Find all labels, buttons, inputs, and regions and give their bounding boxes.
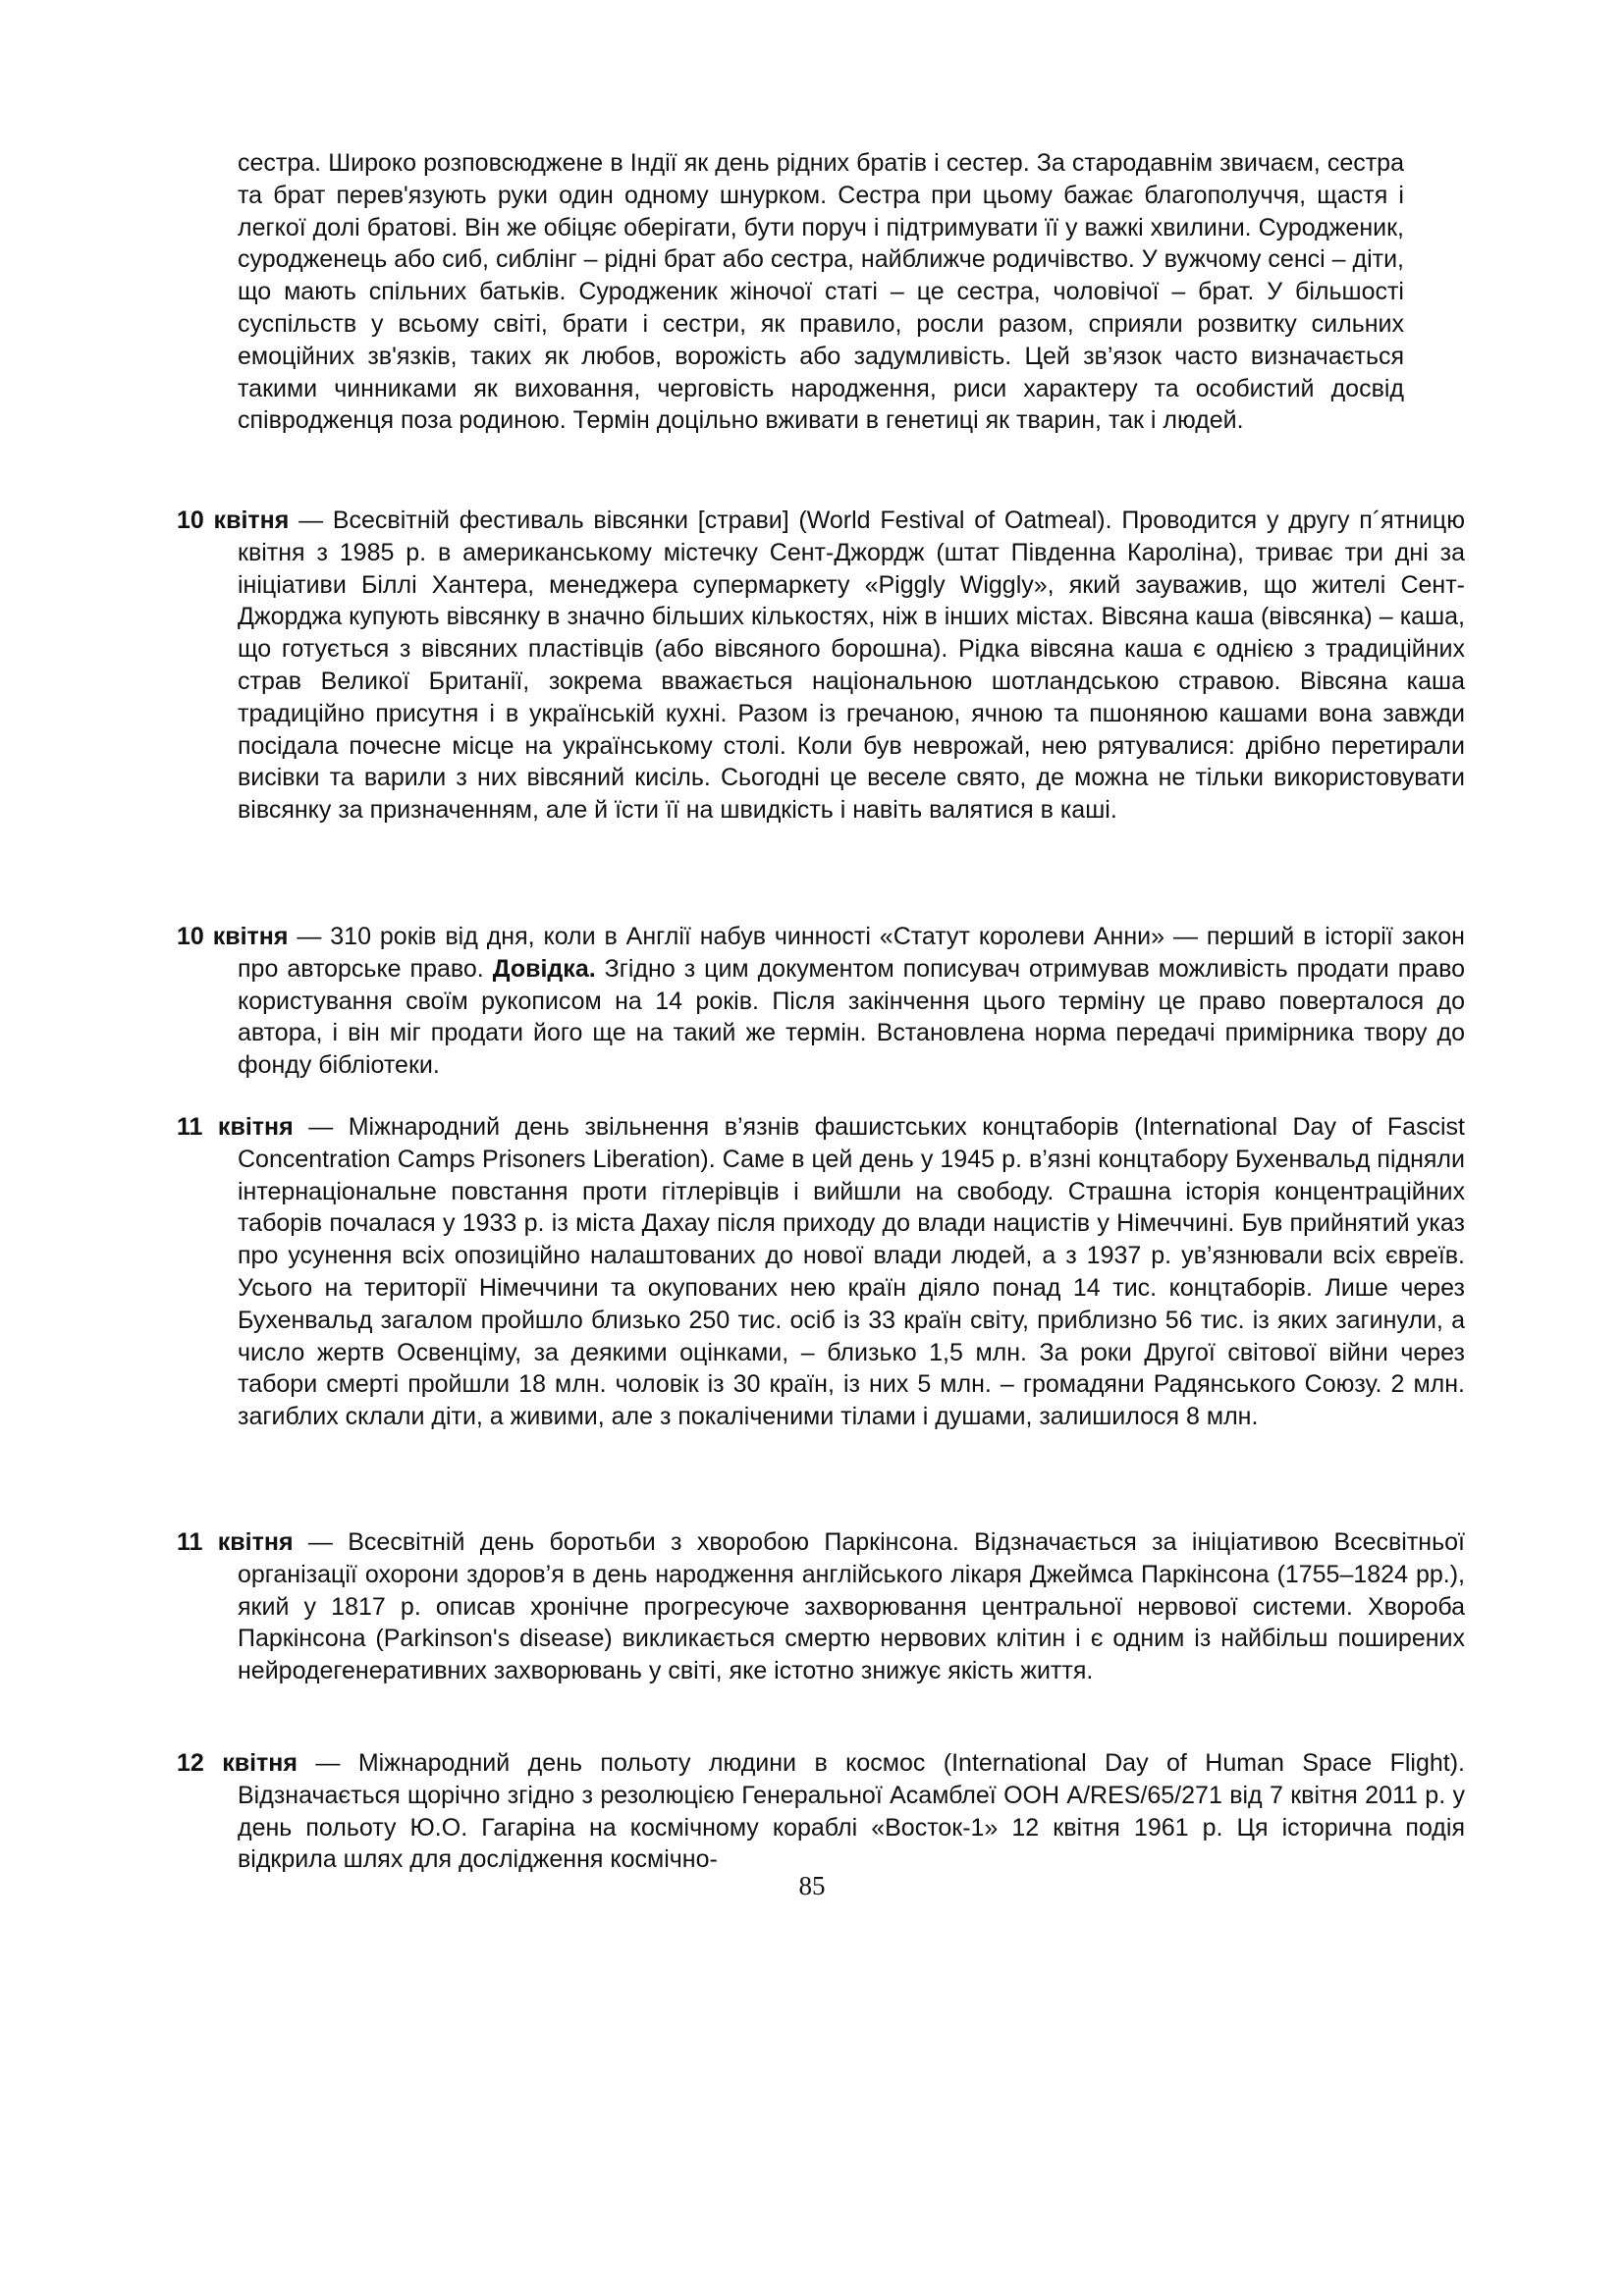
entry-text-continued: Згідно з цим документом пописувач отримував можливість продати право користування своїм рукописом на 14 років. Після закінчення цього терміну це право поверталося до автора, і він міг продати його ще на такий же термін. Встановлена норма передачі примірника твору до фонду бібліотеки. [238,954,1465,1080]
continuation-paragraph: сестра. Широко розповсюджене в Індії як день рідних братів і сестер. За стародавнім звичаєм, сестра та брат перев'язують руки один одному шнурком. Сестра при цьому бажає благополуччя, щастя і легкої долі братові. Він же обіцяє оберігати, бути поруч і підтримувати її у важкі хвилини. Суродженик, суродженець або сиб, сиблінг – рідні брат або сестра, найближче родичівство. У вужчому сенсі – діти, що мають спільних батьків. Суродженик жіночої статі – це сестра, чоловічої – брат. У більшості суспільств у всьому світі, брати і сестри, як правило, росли разом, сприяли розвитку сильних емоційних зв'язків, таких як любов, ворожість або задумливість. Цей зв’язок часто визначається такими чинниками як виховання, черговість народження, риси характеру та особистий досвід співродженця поза родиною. Термін доцільно вживати в генетиці як тварин, так і людей. [238,149,1404,435]
entry-text: — Всесвітній фестиваль вівсянки [страви] (World Festival of Oatmeal). Проводится у другу п´ятницю квітня з 1985 р. в американському містечку Сент-Джордж (штат Південна Кароліна), триває три дні за ініціативи Біллі Хантера, менеджера супермаркету «Piggly Wiggly», який зауважив, що жителі Сент-Джорджа купують вівсянку в значно більших кількостях, ніж в інших містах. Вівсяна каша (вівсянка) – каша, що готується з вівсяних пластівців (або вівсяного борошна). Рідка вівсяна каша є однією з традиційних страв Великої Британії, зокрема вважається національною шотландською стравою. Вівсяна каша традиційно присутня і в українській кухні. Разом із гречаною, ячною та пшоняною кашами вона завжди посідала почесне місце на українському столі. Коли був неврожай, нею рятувалися: дрібно перетирали висівки та варили з них вівсяний кисіль. Сьогодні це веселе свято, де можна не тільки використовувати вівсянку за призначенням, але й їсти її на швидкість і навіть валятися в каші. [238,507,1466,825]
entry-date: 11 квітня [177,1113,294,1141]
entry-camp-liberation [177,1111,1465,1433]
reference-label: Довідка. [492,954,596,983]
entry-oatmeal-festival [177,505,1465,827]
entry-text: — Міжнародний день звільнення в’язнів фашистських концтаборів (International Day of Fascist Concentration Camps Prisoners Liberation). Саме в цей день у 1945 р. в’язні концтабору Бухенвальд підняли інтернаціональне повстання проти гітлерівців і вийшли на свободу. Страшна історія концентраційних таборів почалася у 1933 р. із міста Дахау після приходу до влади нацистів у Німеччині. Був прийнятий указ про усунення всіх опозиційно налаштованих до нової влади людей, а з 1937 р. ув’язнювали всіх євреїв. Усього на території Німеччини та окупованих нею країн діяло понад 14 тис. концтаборів. Лише через Бухенвальд загалом пройшло близько 250 тис. осіб із 33 країн світу, приблизно 56 тис. із яких загинули, а число жертв Освенціму, за деякими оцінками, – близько 1,5 млн. За роки Другої світової війни через табори смерті пройшли 18 млн. чоловік із 30 країн, із них 5 млн. – громадяни Радянського Союзу. 2 млн. загиблих склали діти, а живими, але з покаліченими тілами і душами, залишилося 8 млн. [238,1113,1465,1431]
entry-date: 10 квітня [177,923,289,950]
entry-text: — 310 років від дня, коли в Англії набув чинності «Статут королеви Анни» — перший в історії закон про авторське право. [238,923,1465,983]
entry-date: 11 квітня [177,1528,294,1556]
entry-parkinson-day [177,1526,1465,1687]
page-number: 85 [798,1871,826,1900]
entry-human-space-flight [177,1747,1465,1876]
entry-text: — Міжнародний день польоту людини в космос (International Day of Human Space Flight). Відзначається щорічно згідно з резолюцією Генеральної Асамблеї ООН A/RES/65/271 від 7 квітня 2011 р. у день польоту Ю.О. Гагаріна на космічному кораблі «Восток-1» 12 квітня 1961 р. Ця історична подія відкрила шлях для дослідження космічно- [238,1749,1466,1874]
entry-text: — Всесвітній день боротьби з хворобою Паркінсона. Відзначається за ініціативою Всесвітньої організації охорони здоров’я в день народження англійського лікаря Джеймса Паркінсона (1755–1824 рр.), який у 1817 р. описав хронічне прогресуюче захворювання центральної нервової системи. Хвороба Паркінсона (Parkinson's disease) викликається смертю нервових клітин і є одним із найбільш поширених нейродегенеративних захворювань у світі, яке істотно знижує якість життя. [238,1528,1465,1685]
entry-statute-of-anne [177,921,1465,1082]
entry-date: 12 квітня [177,1749,298,1777]
entry-date: 10 квітня [177,507,290,534]
